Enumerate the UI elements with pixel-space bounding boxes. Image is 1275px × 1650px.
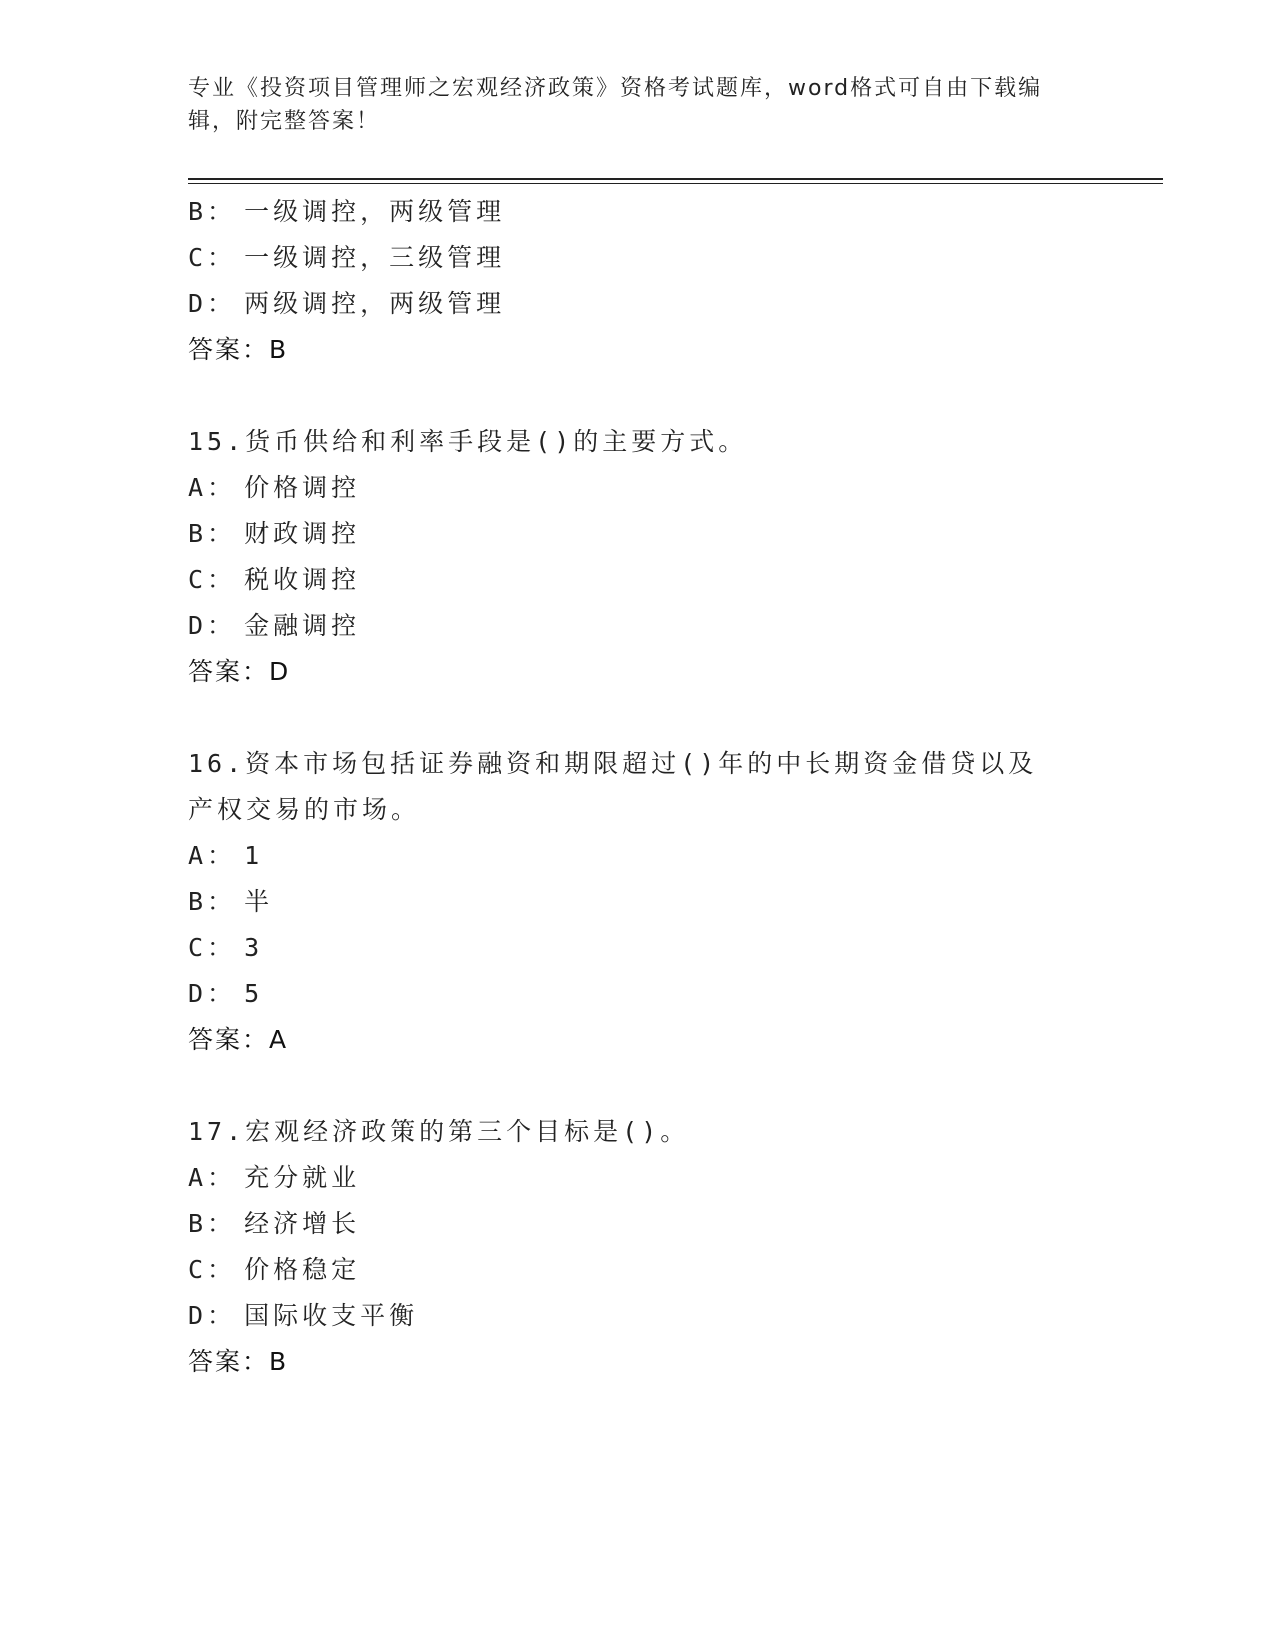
document-header <box>188 72 1088 138</box>
option-a <box>188 833 1088 879</box>
option-text: 充分就业 <box>244 1163 361 1192</box>
option-label: A： <box>188 1163 237 1192</box>
option-d <box>188 603 1088 649</box>
option-text: 财政调控 <box>244 519 361 548</box>
option-b <box>188 1201 1088 1247</box>
spacer <box>188 373 1088 419</box>
option-c <box>188 925 1088 971</box>
option-label: C： <box>188 1255 237 1284</box>
option-text: 税收调控 <box>244 565 361 594</box>
question-partial <box>188 189 1088 373</box>
option-text: 5 <box>244 979 264 1008</box>
question-stem: 16.资本市场包括证券融资和期限超过()年的中长期资金借贷以及产权交易的市场。 <box>188 749 1038 824</box>
option-label: C： <box>188 565 237 594</box>
option-label: A： <box>188 473 237 502</box>
option-label: D： <box>188 1301 237 1330</box>
option-label: B： <box>188 197 237 226</box>
header-intro-text: 专业《投资项目管理师之宏观经济政策》资格考试题库，word格式可自由下载编辑，附完整答案！ <box>188 76 1043 134</box>
spacer <box>188 1063 1088 1109</box>
answer-line: 答案：A <box>188 1025 289 1054</box>
option-b <box>188 189 1088 235</box>
answer-line: 答案：B <box>188 335 289 364</box>
answer-line: 答案：B <box>188 1347 289 1376</box>
option-a <box>188 465 1088 511</box>
option-label: C： <box>188 933 237 962</box>
option-label: D： <box>188 611 237 640</box>
option-a <box>188 1155 1088 1201</box>
option-b <box>188 879 1088 925</box>
option-label: B： <box>188 519 237 548</box>
question-stem: 17.宏观经济政策的第三个目标是()。 <box>188 1117 690 1146</box>
option-text: 一级调控，两级管理 <box>244 197 506 226</box>
option-label: A： <box>188 841 237 870</box>
option-text: 3 <box>244 933 264 962</box>
option-text: 价格调控 <box>244 473 361 502</box>
option-label: D： <box>188 289 237 318</box>
option-c <box>188 1247 1088 1293</box>
option-text: 两级调控，两级管理 <box>244 289 506 318</box>
option-c <box>188 557 1088 603</box>
answer-line: 答案：D <box>188 657 291 686</box>
question-15 <box>188 419 1088 695</box>
option-label: B： <box>188 1209 237 1238</box>
option-text: 一级调控，三级管理 <box>244 243 506 272</box>
option-text: 半 <box>244 887 274 916</box>
question-list <box>188 189 1088 1385</box>
option-text: 国际收支平衡 <box>244 1301 419 1330</box>
question-17 <box>188 1109 1088 1385</box>
header-rule-thick <box>188 178 1163 180</box>
header-rule-thin <box>188 183 1163 184</box>
option-label: D： <box>188 979 237 1008</box>
option-text: 金融调控 <box>244 611 361 640</box>
option-d <box>188 971 1088 1017</box>
option-d <box>188 1293 1088 1339</box>
question-16 <box>188 741 1088 1063</box>
option-text: 经济增长 <box>244 1209 361 1238</box>
option-text: 1 <box>244 841 264 870</box>
option-b <box>188 511 1088 557</box>
option-label: B： <box>188 887 237 916</box>
option-text: 价格稳定 <box>244 1255 361 1284</box>
option-d <box>188 281 1088 327</box>
option-label: C： <box>188 243 237 272</box>
option-c <box>188 235 1088 281</box>
spacer <box>188 695 1088 741</box>
question-stem: 15.货币供给和利率手段是()的主要方式。 <box>188 427 748 456</box>
